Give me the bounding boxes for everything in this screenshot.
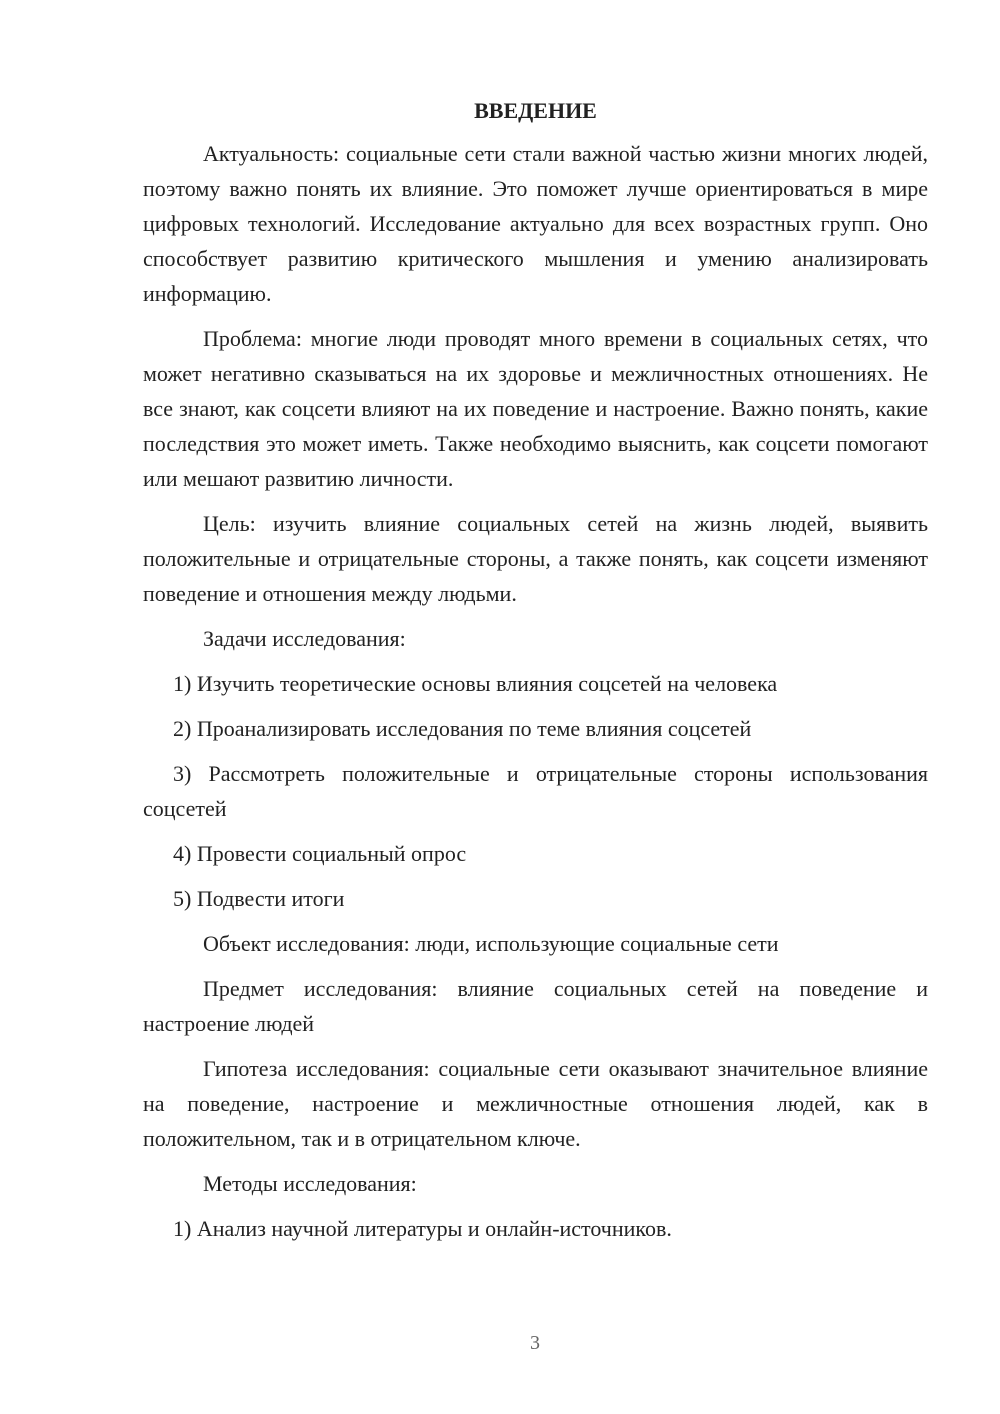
page-number: 3	[530, 1332, 540, 1354]
methods-label: Методы исследования:	[203, 1171, 417, 1196]
object-line: Объект исследования: люди, использующие социальные сети	[203, 931, 779, 956]
tasks-label: Задачи исследования:	[203, 626, 406, 651]
task-item-4: 4) Провести социальный опрос	[173, 841, 467, 866]
relevance-paragraph: Актуальность: социальные сети стали важной частью жизни многих людей, поэтому важно понять их влияние. Это поможет лучше ориентироваться в мире цифровых технологий. Исследование актуально для всех возрастных групп. Оно способствует развитию критического мышления и умению анализировать информацию.	[143, 141, 928, 306]
task-item-1: 1) Изучить теоретические основы влияния соцсетей на человека	[173, 671, 778, 696]
task-item-2: 2) Проанализировать исследования по теме влияния соцсетей	[173, 716, 752, 741]
task-item-5: 5) Подвести итоги	[173, 886, 345, 911]
goal-paragraph: Цель: изучить влияние социальных сетей на жизнь людей, выявить положительные и отрицательные стороны, а также понять, как соцсети изменяют поведение и отношения между людьми.	[143, 511, 928, 606]
subject-paragraph: Предмет исследования: влияние социальных сетей на поведение и настроение людей	[143, 976, 928, 1036]
task-item-3: 3) Рассмотреть положительные и отрицательные стороны использования соцсетей	[143, 761, 928, 821]
hypothesis-paragraph: Гипотеза исследования: социальные сети оказывают значительное влияние на поведение, настроение и межличностные отношения людей, как в положительном, так и в отрицательном ключе.	[143, 1056, 928, 1151]
problem-paragraph: Проблема: многие люди проводят много времени в социальных сетях, что может негативно сказываться на их здоровье и межличностных отношениях. Не все знают, как соцсети влияют на их поведение и настроение. Важно понять, какие последствия это может иметь. Также необходимо выяснить, как соцсети помогают или мешают развитию личности.	[143, 326, 928, 491]
method-item-1: 1) Анализ научной литературы и онлайн-источников.	[173, 1216, 672, 1241]
document-page	[143, 96, 928, 1256]
page-title: ВВЕДЕНИЕ	[474, 98, 597, 123]
